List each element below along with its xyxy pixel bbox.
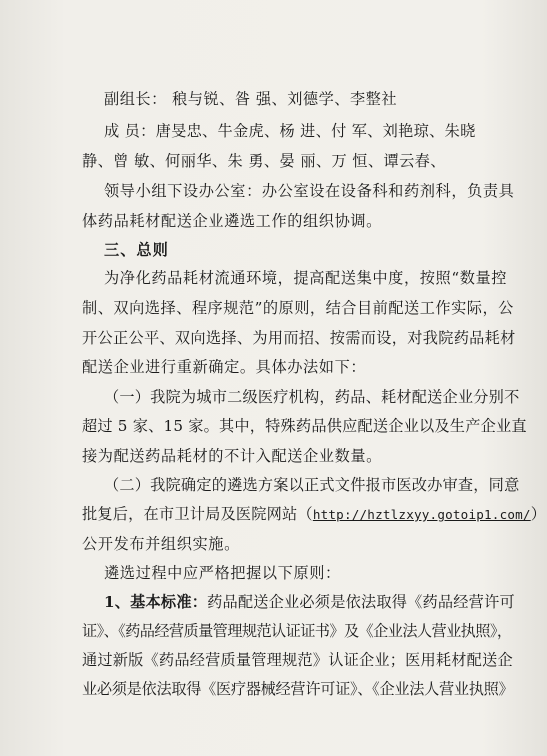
clause-one-line: （一）我院为城市二级医疗机构，药品、耗材配送企业分别不: [104, 388, 520, 406]
clause-one-line: 超过 5 家、15 家。其中，特殊药品供应配送企业以及生产企业直: [82, 417, 527, 435]
basic-standard-text: 通过新版《药品经营质量管理规范》认证企业；医用耗材配送企: [82, 651, 513, 669]
text-line: [104, 268, 507, 288]
text-line: [82, 621, 511, 641]
text-line: [82, 504, 546, 525]
office-continued-line: 体药品耗材配送企业遴选工作的组织协调。: [82, 212, 382, 230]
text-line: [104, 121, 476, 141]
text-line: [82, 679, 513, 699]
text-line: [82, 534, 240, 554]
text-line: [104, 475, 519, 495]
text-line: [104, 181, 514, 201]
principles-intro: 遴选过程中应严格把握以下原则：: [104, 564, 341, 582]
section-heading: [104, 240, 169, 260]
deputy-leaders-line: 副组长： 稂与锐、昝 强、刘德学、李整社: [104, 90, 398, 108]
closing-paren: ）: [530, 505, 547, 523]
text-line: [104, 563, 341, 583]
text-line: [82, 328, 516, 348]
text-line: [82, 416, 527, 436]
members-line: 成 员：唐旻忠、牛金虎、杨 进、付 军、刘艳琼、朱晓: [104, 122, 476, 140]
basic-standard-label: 1、基本标准：: [104, 593, 208, 611]
hospital-website-link[interactable]: http://hztlzxyy.gotoip1.com/: [312, 507, 531, 522]
paragraph-line: 开公正公平、双向选择、为用而招、按需而设，对我院药品耗材: [82, 329, 516, 347]
text-line: [82, 446, 382, 466]
text-line: [104, 387, 519, 407]
text-line: [82, 151, 446, 171]
paragraph-line: 为净化药品耗材流通环境，提高配送集中度，按照“数量控: [104, 269, 508, 287]
paragraph-line: 制、双向选择、程序规范”的原则，结合目前配送工作实际，公: [82, 299, 514, 317]
paragraph-line: 配送企业进行重新确定。具体办法如下：: [82, 358, 367, 376]
members-continued-line: 静、曾 敏、何丽华、朱 勇、晏 丽、万 恒、谭云春、: [82, 152, 446, 170]
text-line: [104, 89, 397, 109]
text-line: [82, 298, 514, 318]
office-line: 领导小组下设办公室：办公室设在设备科和药剂科，负责具: [104, 182, 515, 200]
basic-standard-text: 业必须是依法取得《医疗器械经营许可证》、《企业法人营业执照》: [82, 680, 514, 698]
text-line: [104, 592, 515, 612]
basic-standard-text: 药品配送企业必须是依法取得《药品经营许可: [207, 593, 515, 611]
text-line: [82, 357, 366, 377]
clause-two-line: （二）我院确定的遴选方案以正式文件报市医改办审查，同意: [104, 476, 520, 494]
clause-one-line: 接为配送药品耗材的不计入配送企业数量。: [82, 447, 382, 465]
clause-two-line: 公开发布并组织实施。: [82, 535, 240, 553]
text-line: [82, 650, 513, 670]
section-three-heading: 三、总则: [104, 241, 169, 259]
text-line: [82, 211, 382, 231]
basic-standard-text: 证》、《药品经营质量管理规范认证证书》及《企业法人营业执照》，: [82, 622, 512, 640]
clause-two-line: 批复后，在市卫计局及医院网站（: [82, 505, 313, 523]
